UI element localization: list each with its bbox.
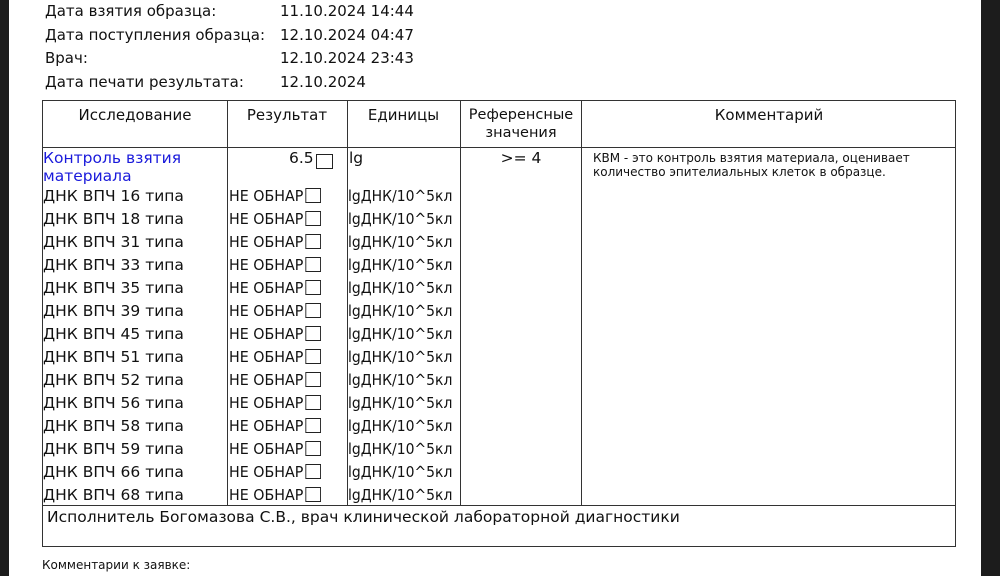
result-value: НЕ ОБНАР <box>229 348 321 366</box>
table-row <box>43 440 581 463</box>
result-value: НЕ ОБНАР <box>229 371 321 389</box>
units: lgДНК/10^5кл <box>348 440 453 458</box>
units: lg <box>349 149 364 167</box>
result-value: НЕ ОБНАР <box>229 302 321 320</box>
units: lgДНК/10^5кл <box>348 302 453 320</box>
table-row <box>43 187 581 210</box>
request-comments-label: Комментарии к заявке: <box>42 558 191 572</box>
test-name: ДНК ВПЧ 52 типа <box>43 371 184 389</box>
result-value: НЕ ОБНАР <box>229 279 321 297</box>
checkbox[interactable] <box>305 257 321 272</box>
checkbox[interactable] <box>305 280 321 295</box>
table-row <box>43 302 581 325</box>
test-name: ДНК ВПЧ 51 типа <box>43 348 184 366</box>
checkbox[interactable] <box>305 234 321 249</box>
result-value: НЕ ОБНАР <box>229 417 321 435</box>
header-units: Единицы <box>367 106 440 124</box>
units: lgДНК/10^5кл <box>348 371 453 389</box>
units: lgДНК/10^5кл <box>348 348 453 366</box>
units: lgДНК/10^5кл <box>348 233 453 251</box>
comment-text: КВМ - это контроль взятия материала, оценивает количество эпителиальных клеток в образце. <box>593 151 910 179</box>
table-row <box>43 371 581 394</box>
table-row <box>43 417 581 440</box>
result-value: НЕ ОБНАР <box>229 233 321 251</box>
meta-value: 12.10.2024 <box>280 72 366 91</box>
checkbox[interactable] <box>305 188 321 203</box>
checkbox[interactable] <box>316 154 333 169</box>
test-name: ДНК ВПЧ 35 типа <box>43 279 184 297</box>
units: lgДНК/10^5кл <box>348 210 453 228</box>
test-name: ДНК ВПЧ 18 типа <box>43 210 184 228</box>
checkbox[interactable] <box>305 372 321 387</box>
reference-value: >= 4 <box>500 149 542 167</box>
units: lgДНК/10^5кл <box>348 417 453 435</box>
meta-label: Дата взятия образца: <box>45 2 217 20</box>
test-name: ДНК ВПЧ 39 типа <box>43 302 184 320</box>
result-value: НЕ ОБНАР <box>229 256 321 274</box>
table-row <box>43 233 581 256</box>
checkbox[interactable] <box>305 395 321 410</box>
result-value: НЕ ОБНАР <box>229 394 321 412</box>
meta-value: 12.10.2024 04:47 <box>280 25 414 44</box>
result-value: НЕ ОБНАР <box>229 486 321 504</box>
test-name: ДНК ВПЧ 33 типа <box>43 256 184 274</box>
units: lgДНК/10^5кл <box>348 187 453 205</box>
test-name: ДНК ВПЧ 66 типа <box>43 463 184 481</box>
table-row <box>43 256 581 279</box>
results-table <box>42 100 956 547</box>
units: lgДНК/10^5кл <box>348 486 453 504</box>
checkbox[interactable] <box>305 418 321 433</box>
header-result: Результат <box>246 106 328 124</box>
table-row <box>43 325 581 348</box>
meta-value: 12.10.2024 23:43 <box>280 49 414 67</box>
result-value: 6.5 <box>289 149 333 169</box>
table-row <box>43 486 581 509</box>
checkbox[interactable] <box>305 303 321 318</box>
checkbox[interactable] <box>305 464 321 479</box>
result-value: НЕ ОБНАР <box>229 187 321 205</box>
meta-label: Дата поступления образца: <box>45 25 265 44</box>
result-value: НЕ ОБНАР <box>229 463 321 481</box>
meta-value: 11.10.2024 14:44 <box>280 2 414 20</box>
test-name: ДНК ВПЧ 56 типа <box>43 394 184 412</box>
checkbox[interactable] <box>305 487 321 502</box>
result-value: НЕ ОБНАР <box>229 325 321 343</box>
performer: Исполнитель Богомазова С.В., врач клинической лабораторной диагностики <box>47 508 680 526</box>
table-row <box>43 463 581 486</box>
table-row <box>43 348 581 371</box>
header-test: Исследование <box>78 106 192 124</box>
checkbox[interactable] <box>305 349 321 364</box>
header-comment: Комментарий <box>714 106 824 124</box>
result-value: НЕ ОБНАР <box>229 210 321 228</box>
table-row <box>43 394 581 417</box>
test-name: ДНК ВПЧ 31 типа <box>43 233 184 251</box>
test-name: ДНК ВПЧ 45 типа <box>43 325 184 343</box>
checkbox[interactable] <box>305 441 321 456</box>
test-name: ДНК ВПЧ 58 типа <box>43 417 184 435</box>
test-name: ДНК ВПЧ 16 типа <box>43 187 184 205</box>
table-row <box>43 210 581 233</box>
meta-label: Врач: <box>45 49 88 67</box>
test-name: Контроль взятия материала <box>43 149 182 185</box>
header-reference: Референсные значения <box>468 107 574 141</box>
units: lgДНК/10^5кл <box>348 463 453 481</box>
checkbox[interactable] <box>305 211 321 226</box>
result-value: НЕ ОБНАР <box>229 440 321 458</box>
units: lgДНК/10^5кл <box>348 279 453 297</box>
units: lgДНК/10^5кл <box>348 325 453 343</box>
units: lgДНК/10^5кл <box>348 256 453 274</box>
units: lgДНК/10^5кл <box>348 394 453 412</box>
meta-label: Дата печати результата: <box>45 72 244 91</box>
test-name: ДНК ВПЧ 68 типа <box>43 486 184 504</box>
checkbox[interactable] <box>305 326 321 341</box>
table-row <box>43 279 581 302</box>
test-name: ДНК ВПЧ 59 типа <box>43 440 184 458</box>
